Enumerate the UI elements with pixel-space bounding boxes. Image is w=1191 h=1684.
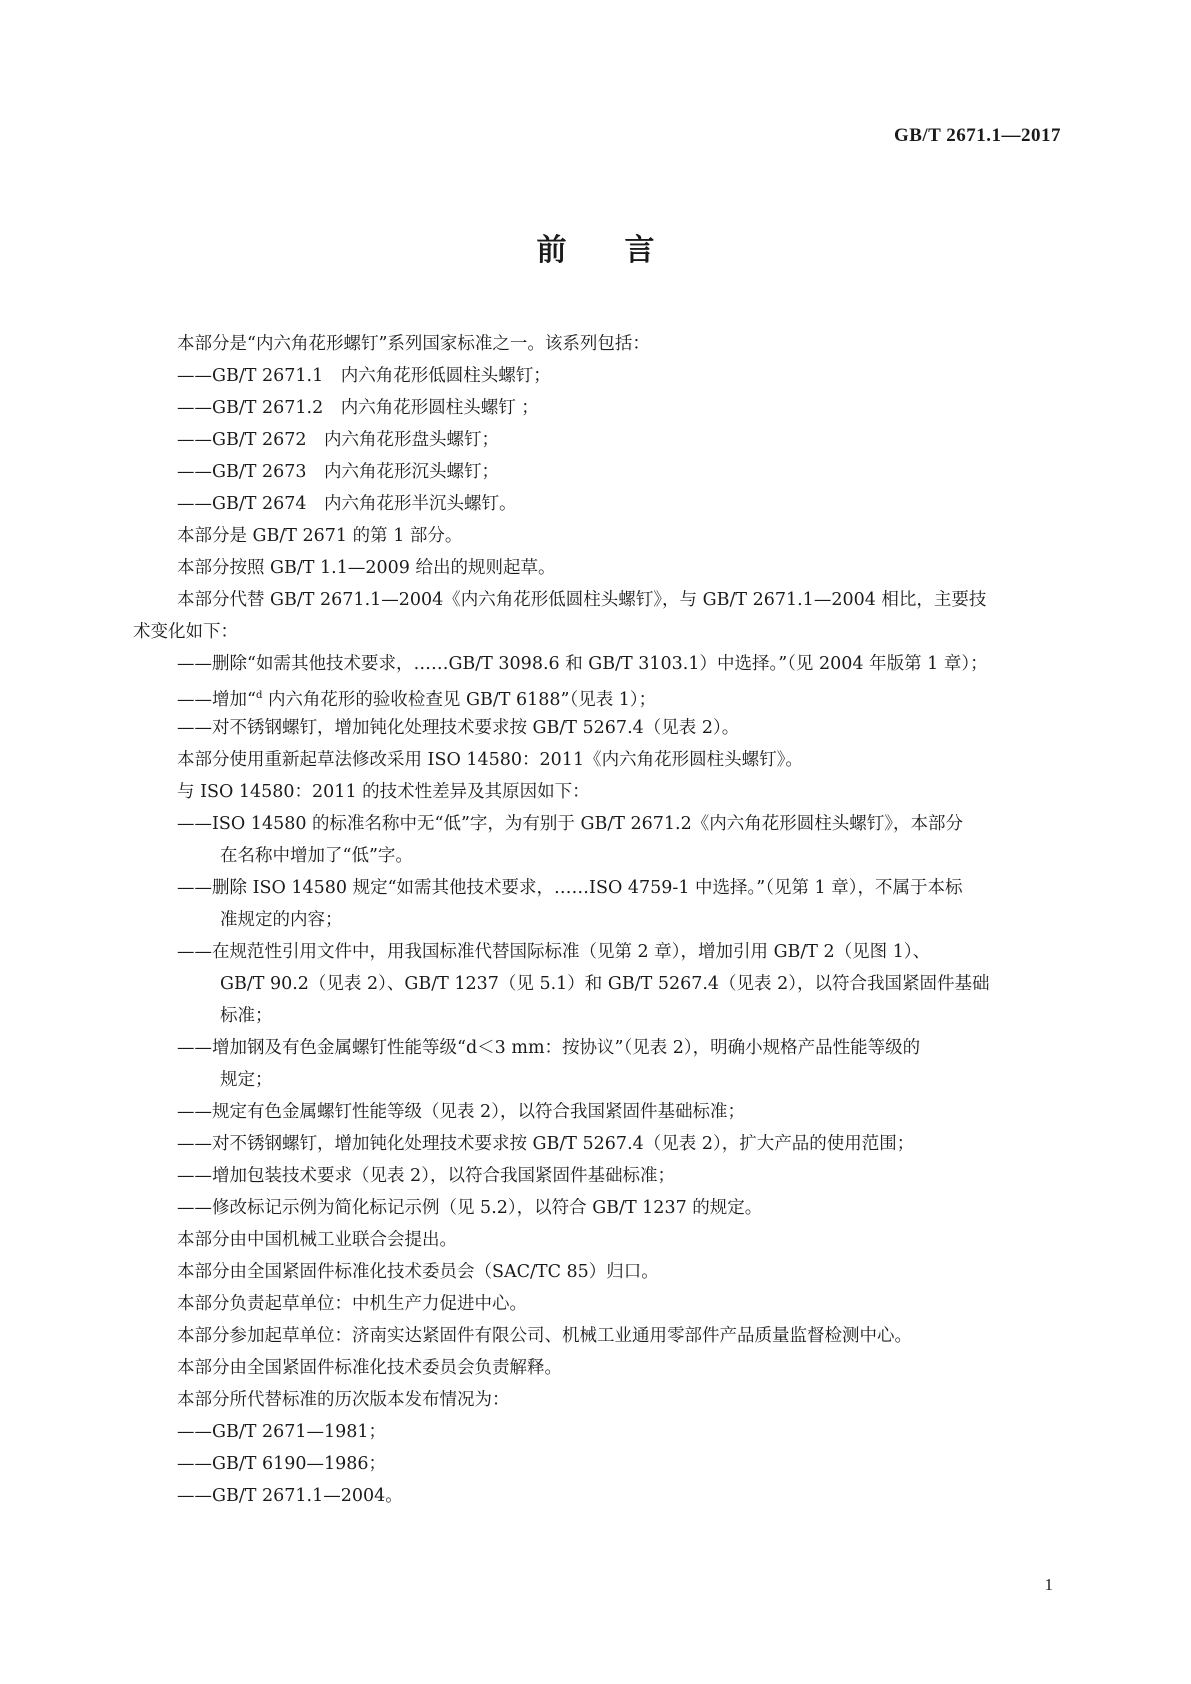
paragraph-line: 本部分使用重新起草法修改采用 ISO 14580：2011《内六角花形圆柱头螺钉》。 — [177, 750, 803, 770]
list-item-continuation: 规定； — [220, 1070, 273, 1090]
paragraph-line: 本部分按照 GB/T 1.1—2009 给出的规则起草。 — [177, 558, 556, 578]
list-item: ——GB/T 2671.1—2004。 — [177, 1486, 403, 1506]
list-item: ——增加包装技术要求（见表 2），以符合我国紧固件基础标准； — [177, 1166, 675, 1186]
list-item-continuation: 准规定的内容； — [220, 910, 343, 930]
paragraph-line: 与 ISO 14580：2011 的技术性差异及其原因如下： — [177, 782, 590, 802]
list-item: ——删除 ISO 14580 规定“如需其他技术要求，……ISO 4759-1 中选择。”（见第 1 章），不属于本标 — [177, 878, 963, 898]
list-item: ——对不锈钢螺钉，增加钝化处理技术要求按 GB/T 5267.4（见表 2），扩大产品的使用范围； — [177, 1134, 915, 1154]
list-item — [133, 680, 1059, 712]
list-item: ——GB/T 2671—1981； — [177, 1422, 387, 1442]
list-item: ——ISO 14580 的标准名称中无“低”字，为有别于 GB/T 2671.2《内六角花形圆柱头螺钉》，本部分 — [177, 814, 963, 834]
page-number: 1 — [1044, 1575, 1053, 1594]
list-item-continuation: 在名称中增加了“低”字。 — [220, 846, 413, 866]
superscript-d: d — [255, 690, 263, 701]
list-item: ——修改标记示例为简化标记示例（见 5.2），以符合 GB/T 1237 的规定。 — [177, 1198, 763, 1218]
list-item-continuation: 标准； — [220, 1006, 273, 1026]
list-item: ——GB/T 6190—1986； — [177, 1454, 387, 1474]
page-title: 前言 — [536, 233, 713, 268]
paragraph-line: 本部分由中国机械工业联合会提出。 — [177, 1230, 457, 1250]
paragraph-line: 本部分所代替标准的历次版本发布情况为： — [177, 1390, 510, 1410]
standard-code: GB/T 2671.1—2017 — [893, 125, 1061, 146]
paragraph-line: 本部分是“内六角花形螺钉”系列国家标准之一。该系列包括： — [177, 334, 650, 354]
list-item: ——GB/T 2671.1 内六角花形低圆柱头螺钉； — [177, 366, 551, 386]
document-body — [133, 328, 1059, 1512]
list-item: ——规定有色金属螺钉性能等级（见表 2），以符合我国紧固件基础标准； — [177, 1102, 745, 1122]
paragraph-line: 本部分代替 GB/T 2671.1—2004《内六角花形低圆柱头螺钉》，与 GB/T 2671.1—2004 相比，主要技 — [177, 590, 987, 610]
list-item: ——对不锈钢螺钉，增加钝化处理技术要求按 GB/T 5267.4（见表 2）。 — [177, 718, 740, 738]
list-item: ——在规范性引用文件中，用我国标准代替国际标准（见第 2 章），增加引用 GB/T 2（见图 1）、 — [177, 942, 931, 962]
list-item: ——GB/T 2674 内六角花形半沉头螺钉。 — [177, 494, 517, 514]
paragraph-line: 本部分是 GB/T 2671 的第 1 部分。 — [177, 526, 463, 546]
list-item-text: 内六角花形的验收检查见 GB/T 6188”（见表 1）； — [267, 689, 657, 710]
paragraph-line: 本部分参加起草单位：济南实达紧固件有限公司、机械工业通用零部件产品质量监督检测中心。 — [177, 1326, 912, 1346]
list-item: ——GB/T 2673 内六角花形沉头螺钉； — [177, 462, 500, 482]
list-item: ——GB/T 2672 内六角花形盘头螺钉； — [177, 430, 500, 450]
list-item: ——GB/T 2671.2 内六角花形圆柱头螺钉 ； — [177, 398, 539, 418]
list-item-prefix: ——增加“ — [177, 689, 256, 710]
paragraph-line: 本部分由全国紧固件标准化技术委员会（SAC/TC 85）归口。 — [177, 1262, 659, 1282]
paragraph-line: 本部分由全国紧固件标准化技术委员会负责解释。 — [177, 1358, 562, 1378]
paragraph-line: 本部分负责起草单位：中机生产力促进中心。 — [177, 1294, 527, 1314]
list-item-continuation: GB/T 90.2（见表 2）、GB/T 1237（见 5.1）和 GB/T 5267.4（见表 2），以符合我国紧固件基础 — [220, 974, 990, 994]
paragraph-continuation: 术变化如下： — [133, 622, 238, 642]
list-item: ——删除“如需其他技术要求，……GB/T 3098.6 和 GB/T 3103.1）中选择。”（见 2004 年版第 1 章）； — [177, 654, 988, 674]
list-item: ——增加钢及有色金属螺钉性能等级“d＜3 mm：按协议”（见表 2），明确小规格产品性能等级的 — [177, 1038, 921, 1058]
